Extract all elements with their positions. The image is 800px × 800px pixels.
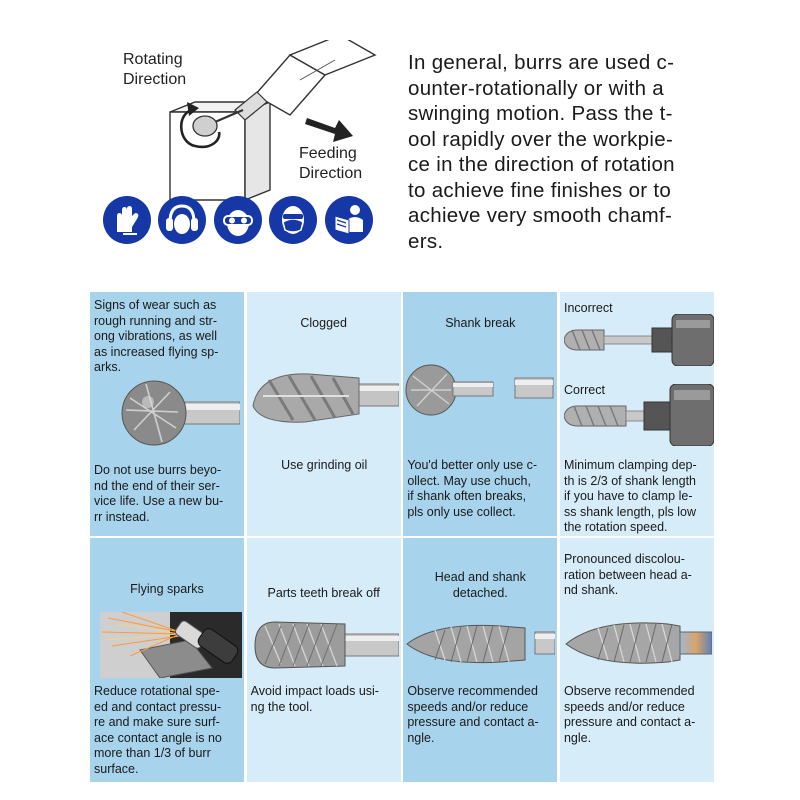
cell-description: You'd better only use c- ollect. May use chuch, if shank often breaks, pls only use collect. xyxy=(407,458,538,519)
cell-clamping xyxy=(560,292,714,536)
cell-title: Flying sparks xyxy=(130,582,204,596)
cell-description: Do not use burrs beyo- nd the end of their ser- vice life. Use a new bu- rr instead. xyxy=(94,463,224,524)
rotation-diagram xyxy=(95,40,395,210)
cell-title: Head and shank detached. xyxy=(434,570,526,600)
correct-clamping-image xyxy=(564,384,714,446)
broken-teeth-burr-image xyxy=(251,616,399,674)
burr-issues-grid xyxy=(90,292,712,782)
cell-title: Shank break xyxy=(445,316,516,330)
detached-head-burr-image xyxy=(405,618,555,668)
worn-ball-burr-image xyxy=(120,378,240,448)
cell-flying-sparks xyxy=(90,538,244,782)
cell-description: Avoid impact loads usi- ng the tool. xyxy=(250,684,379,714)
cell-teeth-break xyxy=(247,538,401,782)
cell-title: Parts teeth break off xyxy=(267,586,380,600)
cell-head-shank-detached xyxy=(403,538,557,782)
feeding-direction-label: Feeding Direction xyxy=(299,145,363,182)
cell-description: Reduce rotational spe- ed and contact pressu- re and make sure surf- ace contact angle is no more than 1/3 of burr surface. xyxy=(94,684,222,776)
incorrect-clamping-image xyxy=(564,314,714,366)
discolored-burr-image xyxy=(564,616,712,668)
cell-title: Pronounced discolou- ration between head a- nd shank. xyxy=(563,552,692,597)
clogged-burr-image xyxy=(249,366,399,430)
cell-description: Use grinding oil xyxy=(281,458,368,472)
safety-goggles-icon xyxy=(214,196,262,244)
cell-description: Observe recommended speeds and/or reduce pressure and contact a- ngle. xyxy=(407,684,539,745)
rotating-direction-label: Rotating Direction xyxy=(123,51,187,88)
top-section xyxy=(0,0,800,290)
cell-title: Clogged xyxy=(300,316,347,330)
cell-shank-break xyxy=(403,292,557,536)
cell-title-incorrect: Incorrect xyxy=(563,301,613,315)
intro-paragraph: In general, burrs are used c- ounter-rotationally or with a swinging motion. Pass the t- ool rapidly over the workpie- ce in the direction of rotation to achieve fine finishes or to achieve very smooth chamf- ers. xyxy=(408,51,675,253)
flying-sparks-image xyxy=(100,612,242,678)
dust-mask-icon xyxy=(269,196,317,244)
cell-description: Minimum clamping dep- th is 2/3 of shank length if you have to clamp le- ss shank length, pls low the rotation speed. xyxy=(563,458,697,534)
gloves-icon xyxy=(103,196,151,244)
cell-title-correct: Correct xyxy=(563,383,605,397)
cell-clogged xyxy=(247,292,401,536)
cell-wear-signs xyxy=(90,292,244,536)
cell-description: Observe recommended speeds and/or reduce pressure and contact a- ngle. xyxy=(563,684,696,745)
read-manual-icon xyxy=(325,196,373,244)
ppe-icon-row xyxy=(103,196,373,244)
cell-title: Signs of wear such as rough running and str- ong vibrations, as well as increased flying sp- arks. xyxy=(94,298,219,374)
ear-protection-icon xyxy=(158,196,206,244)
cell-discoloration xyxy=(560,538,714,782)
broken-shank-burr-image xyxy=(405,360,555,420)
